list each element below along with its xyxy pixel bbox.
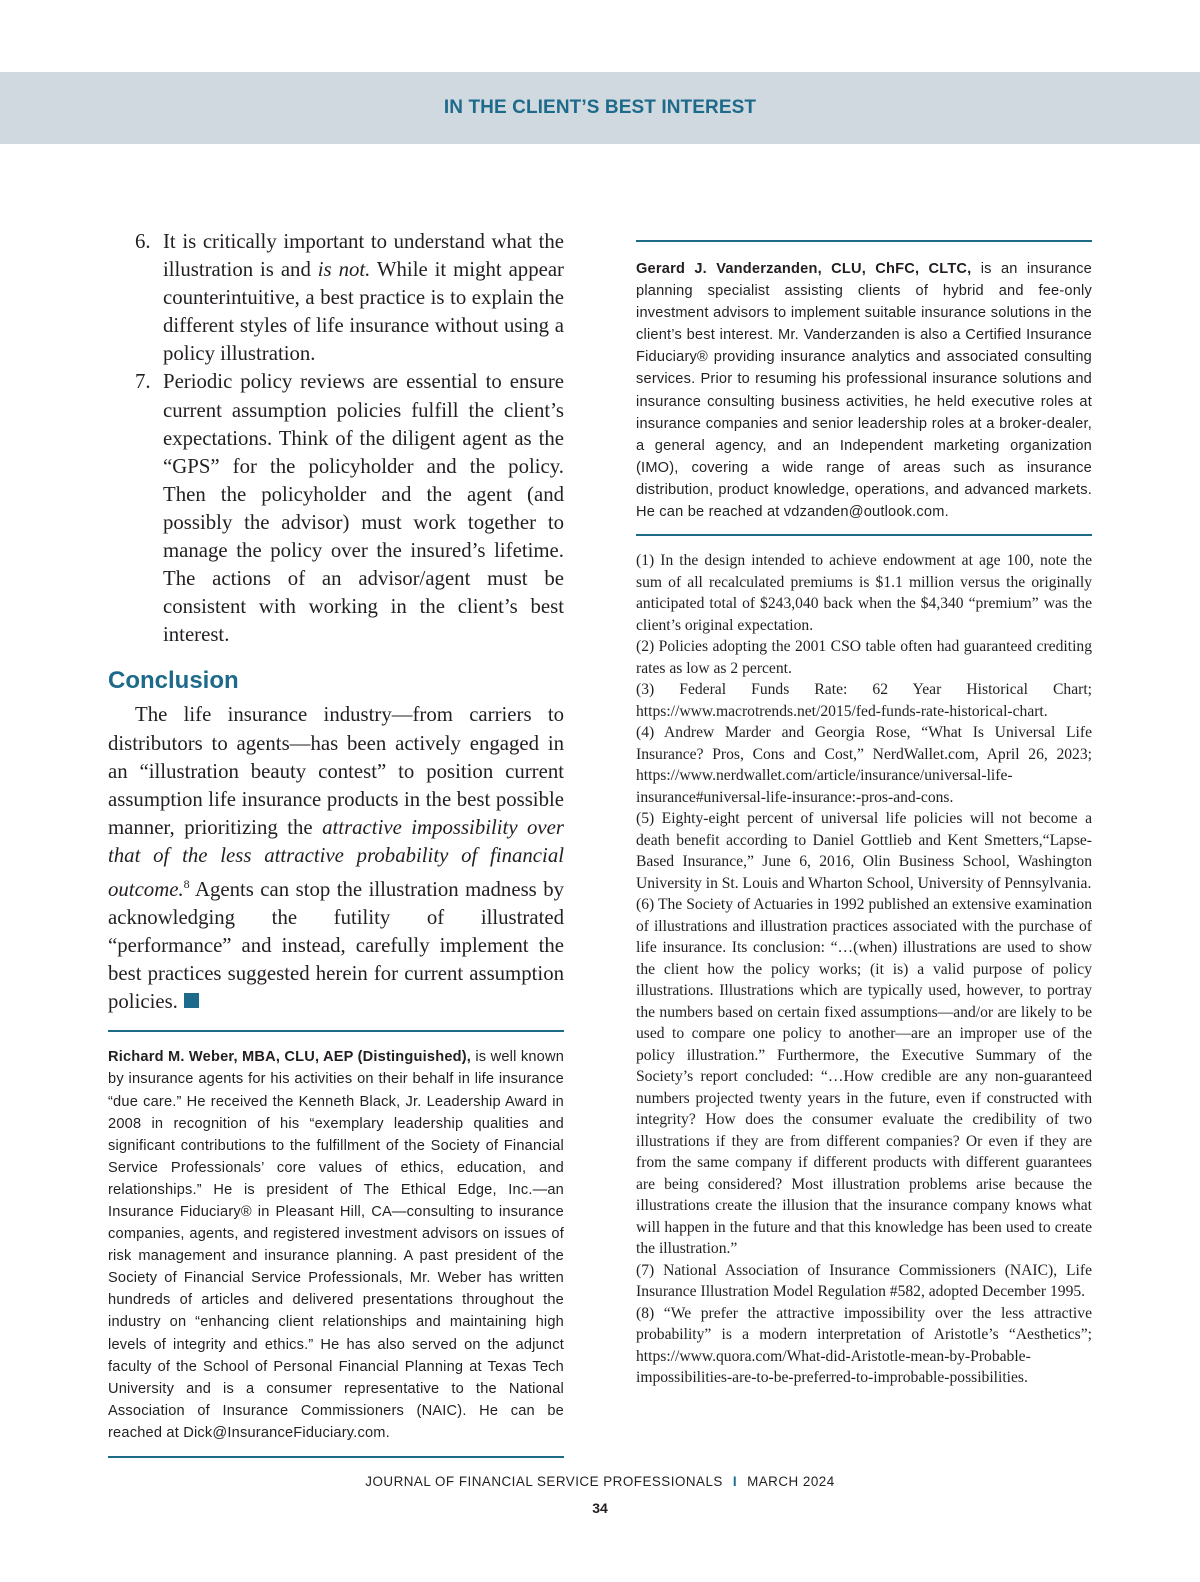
- divider: [108, 1030, 564, 1032]
- right-column: [636, 240, 1092, 1389]
- conclusion-emphasis: attractive impossibility over that of the less attractive probability of financial outcome.: [108, 815, 564, 901]
- footnote-ref: 8: [183, 876, 190, 891]
- section-title: IN THE CLIENT’S BEST INTEREST: [443, 97, 757, 118]
- left-column: [108, 228, 564, 1458]
- footnote: (2) Policies adopting the 2001 CSO table often had guaranteed crediting rates as low as 2 percent.: [636, 638, 1092, 677]
- end-of-article-mark: [184, 993, 199, 1008]
- author-bio-text: is well known by insurance agents for his activities on their behalf in life insurance “due care.” He received the Kenneth Black, Jr. Leadership Award in 2008 in recognition of his “exemplary leadership qualities and significant contributions to the fulfillment of the Society of Financial Service Professionals’ core values of ethics, education, and relationships.” He is president of The Ethical Edge, Inc.—an Insurance Fiduciary® in Pleasant Hill, CA—consulting to insurance companies, agents, and registered investment advisors on issues of risk management and insurance planning. A past president of the Society of Financial Service Professionals, Mr. Weber has written hundreds of articles and delivered presentations throughout the industry on “enhancing client relationships and maintaining high levels of integrity and ethics.” He has also served on the adjunct faculty of the School of Personal Financial Planning at Texas Tech University and is a consumer representative to the National Association of Insurance Commissioners (NAIC). He can be reached at Dick@InsuranceFiduciary.com.: [108, 1049, 565, 1441]
- section-banner: [0, 72, 1200, 144]
- list-number: 7.: [135, 370, 151, 394]
- footnote: (8) “We prefer the attractive impossibility over the less attractive probability” is a modern interpretation of Aristotle’s “Aesthetics”; https://www.quora.com/What-did-Aristotle-mean-by-Probable-impossibilities-are-to-be-preferred-to-improbable-possibilities.: [636, 1304, 1092, 1387]
- footer-separator: I: [732, 1474, 738, 1489]
- list-item-emphasis: is not.: [317, 258, 371, 282]
- issue-date: MARCH 2024: [747, 1474, 835, 1489]
- list-item-text: Periodic policy reviews are essential to ensure current assumption policies fulfill the client’s expectations. Think of the diligent agent as the “GPS” for the policyholder and the policy. Then the policyholder and the agent (and possibly the advisor) must work together to manage the policy over the insured’s lifetime. The actions of an advisor/agent must be consistent with working in the client’s best interest.: [163, 370, 564, 647]
- page-number: 34: [592, 1500, 608, 1516]
- conclusion-paragraph: [108, 701, 564, 1016]
- footnote: (7) National Association of Insurance Commissioners (NAIC), Life Insurance Illustration Model Regulation #582, adopted December 1995.: [636, 1261, 1092, 1301]
- footnote: (4) Andrew Marder and Georgia Rose, “What Is Universal Life Insurance? Pros, Cons and Cost,” NerdWallet.com, April 26, 2023; https://www.nerdwallet.com/article/insurance/universal-life-insurance#universal-life-insurance:-pros-and-cons.: [636, 724, 1092, 806]
- list-item-text-cont: While it might appear counterintuitive, a best practice is to explain the different styles of life insurance without using a policy illustration.: [163, 258, 564, 366]
- author-name: Richard M. Weber, MBA, CLU, AEP (Distinguished),: [108, 1049, 472, 1066]
- journal-name: JOURNAL OF FINANCIAL SERVICE PROFESSIONALS: [365, 1474, 723, 1489]
- best-practices-list: [108, 228, 564, 649]
- author-bio-text: is an insurance planning specialist assisting clients of hybrid and fee-only investment advisors to implement suitable insurance solutions in the client’s best interest. Mr. Vanderzanden is also a Certified Insurance Fiduciary® providing insurance analytics and associated consulting services. Prior to resuming his professional insurance solutions and insurance consulting business activities, he held executive roles at insurance companies and senior leadership roles at a broker-dealer, a general agency, and an Independent marketing organization (IMO), covering a wide range of areas such as insurance distribution, product knowledge, operations, and advanced markets. He can be reached at vdzanden@outlook.com.: [636, 261, 1092, 521]
- author-bio-vanderzanden: [636, 258, 1092, 523]
- conclusion-text-cont: Agents can stop the illustration madness by acknowledging the futility of illustrated “performance” and instead, carefully implement the best practices suggested herein for current assumption policies.: [108, 877, 564, 1014]
- page-footer: [0, 1474, 1200, 1489]
- author-bio-weber: [108, 1046, 564, 1444]
- footnote: (5) Eighty-eight percent of universal life policies will not become a death benefit according to Daniel Gottlieb and Kent Smetters,“Lapse-Based Insurance,” June 6, 2016, Olin Business School, Washington University in St. Louis and Wharton School, University of Pennsylvania.: [636, 810, 1092, 892]
- footnote: (1) In the design intended to achieve endowment at age 100, note the sum of all recalculated premiums is $1.1 million versus the originally anticipated total of $243,040 back when the $4,340 “premium” was the client’s original expectation.: [636, 552, 1092, 634]
- list-item: [108, 368, 564, 649]
- footnote: (6) The Society of Actuaries in 1992 published an extensive examination of illustrations and illustration practices associated with the purchase of life insurance. Its conclusion: “…(when) illustrations are used to show the client how the policy works; (it is) a valid purpose of policy illustrations. Illustrations which are typically used, however, to portray the numbers based on certain fixed assumptions—and/or are likely to be used to compare one policy to another—are an improper use of the policy illustration.” Furthermore, the Executive Summary of the Society’s report concluded: “…How credible are any non-guaranteed numbers projected twenty years in the future, even if constructed with integrity? How does the consumer evaluate the credibility of two illustrations if they are from different companies? Or even if they are from the same company if different products with different guarantees are being considered? Most illustration problems arise because the illustrations create the illusion that the insurance company knows what will happen in the future and that this knowledge has been used to create the illustration.”: [636, 896, 1092, 1258]
- divider: [108, 1456, 564, 1458]
- conclusion-text: The life insurance industry—from carriers to distributors to agents—has been actively engaged in an “illustration beauty contest” to position current assumption life insurance products in the best possible manner, prioritizing the: [108, 703, 564, 839]
- conclusion-heading: Conclusion: [108, 667, 239, 695]
- footnotes: [636, 550, 1092, 1389]
- list-item-text: It is critically important to understand what the illustration is and: [163, 230, 564, 282]
- author-name: Gerard J. Vanderzanden, CLU, ChFC, CLTC,: [636, 261, 972, 277]
- divider: [636, 240, 1092, 242]
- footnote: (3) Federal Funds Rate: 62 Year Historical Chart; https://www.macrotrends.net/2015/fed-funds-rate-historical-chart.: [636, 681, 1092, 720]
- list-number: 6.: [135, 230, 151, 253]
- list-item: [108, 228, 564, 368]
- divider: [636, 534, 1092, 536]
